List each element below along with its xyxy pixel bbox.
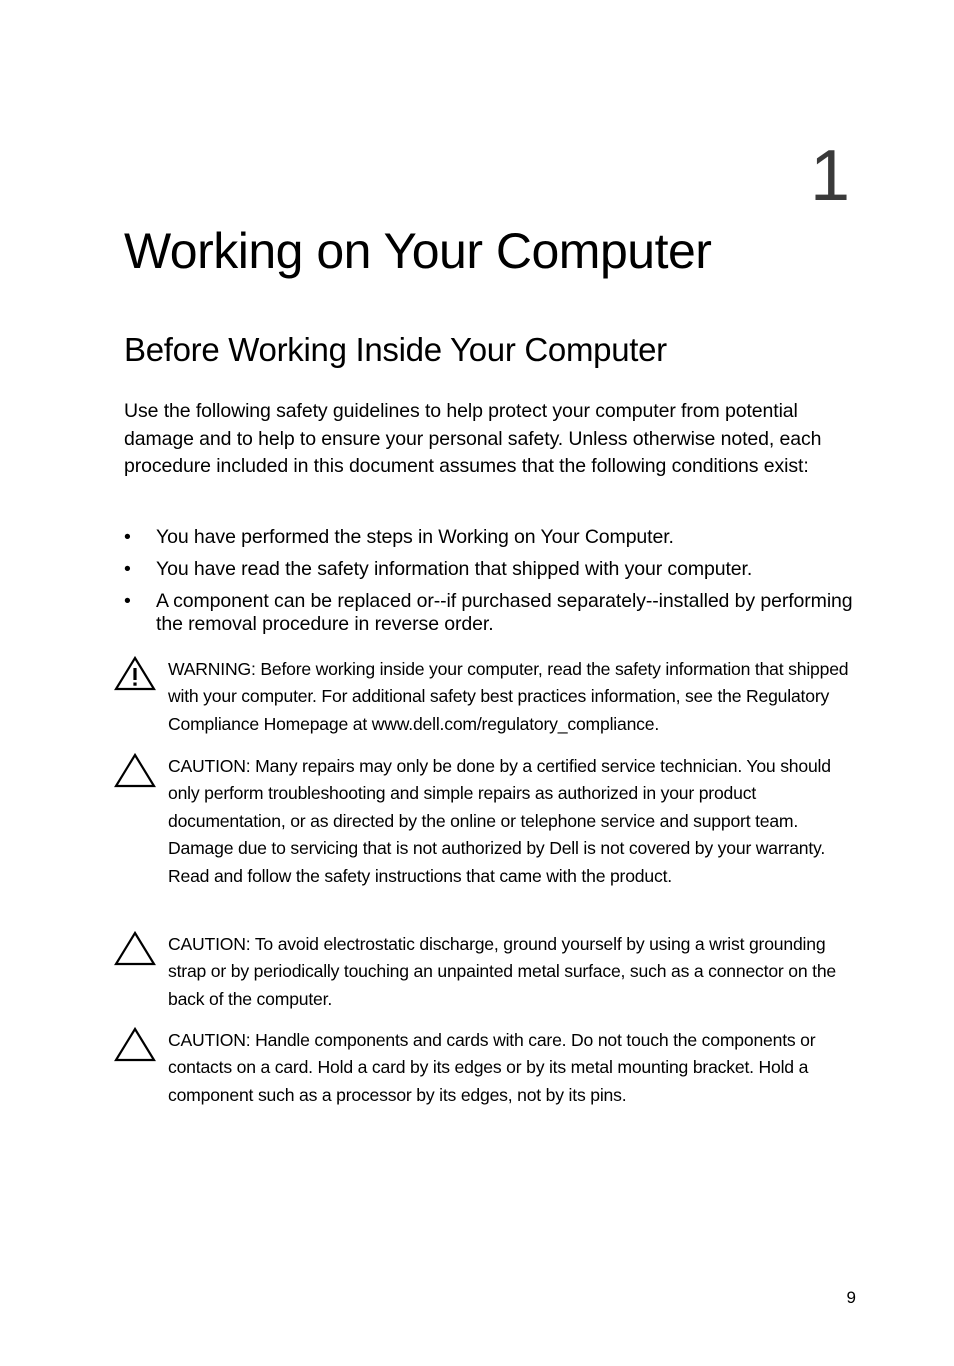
list-item-text: A component can be replaced or--if purchased separately--installed by performing the removal procedure in reverse order. xyxy=(156,590,853,635)
caution-notice xyxy=(114,753,854,890)
caution-icon xyxy=(114,753,156,789)
caution-text: CAUTION: Many repairs may only be done by a certified service technician. You should only perform troubleshooting and simple repairs as authorized in your product documentation, or as directed by the online or telephone service and support team. Damage due to servicing that is not authorized by Dell is not covered by your warranty. Read and follow the safety instructions that came with the product. xyxy=(168,756,831,886)
conditions-list xyxy=(124,526,859,645)
page-number: 9 xyxy=(846,1288,856,1307)
intro-paragraph: Use the following safety guidelines to help protect your computer from potential damage and to help to ensure your personal safety. Unless otherwise noted, each procedure included in this document assumes that the following conditions exist: xyxy=(124,400,822,477)
list-item xyxy=(124,526,859,549)
list-item-text: You have performed the steps in Working on Your Computer. xyxy=(156,526,674,548)
section-title: Before Working Inside Your Computer xyxy=(124,331,667,368)
caution-icon xyxy=(114,931,156,967)
chapter-number: 1 xyxy=(809,136,850,216)
list-item-text: You have read the safety information that shipped with your computer. xyxy=(156,558,753,580)
caution-text: CAUTION: Handle components and cards with care. Do not touch the components or contacts on a card. Hold a card by its edges or by its metal mounting bracket. Hold a component such as a processor by its edges, not by its pins. xyxy=(168,1030,816,1105)
caution-notice xyxy=(114,931,854,1013)
bullet-icon: • xyxy=(124,590,131,612)
bullet-icon: • xyxy=(124,526,131,548)
warning-text: WARNING: Before working inside your computer, read the safety information that shipped with your computer. For additional safety best practices information, see the Regulatory Compliance Homepage at www.dell.com/regulatory_compliance. xyxy=(168,659,849,734)
caution-notice xyxy=(114,1027,854,1109)
chapter-title: Working on Your Computer xyxy=(124,223,712,279)
list-item xyxy=(124,558,859,581)
warning-notice xyxy=(114,656,854,738)
warning-icon xyxy=(114,656,156,692)
caution-icon xyxy=(114,1027,156,1063)
list-item xyxy=(124,590,859,636)
caution-text: CAUTION: To avoid electrostatic discharge, ground yourself by using a wrist grounding strap or by periodically touching an unpainted metal surface, such as a connector on the back of the computer. xyxy=(168,934,836,1009)
bullet-icon: • xyxy=(124,558,131,580)
